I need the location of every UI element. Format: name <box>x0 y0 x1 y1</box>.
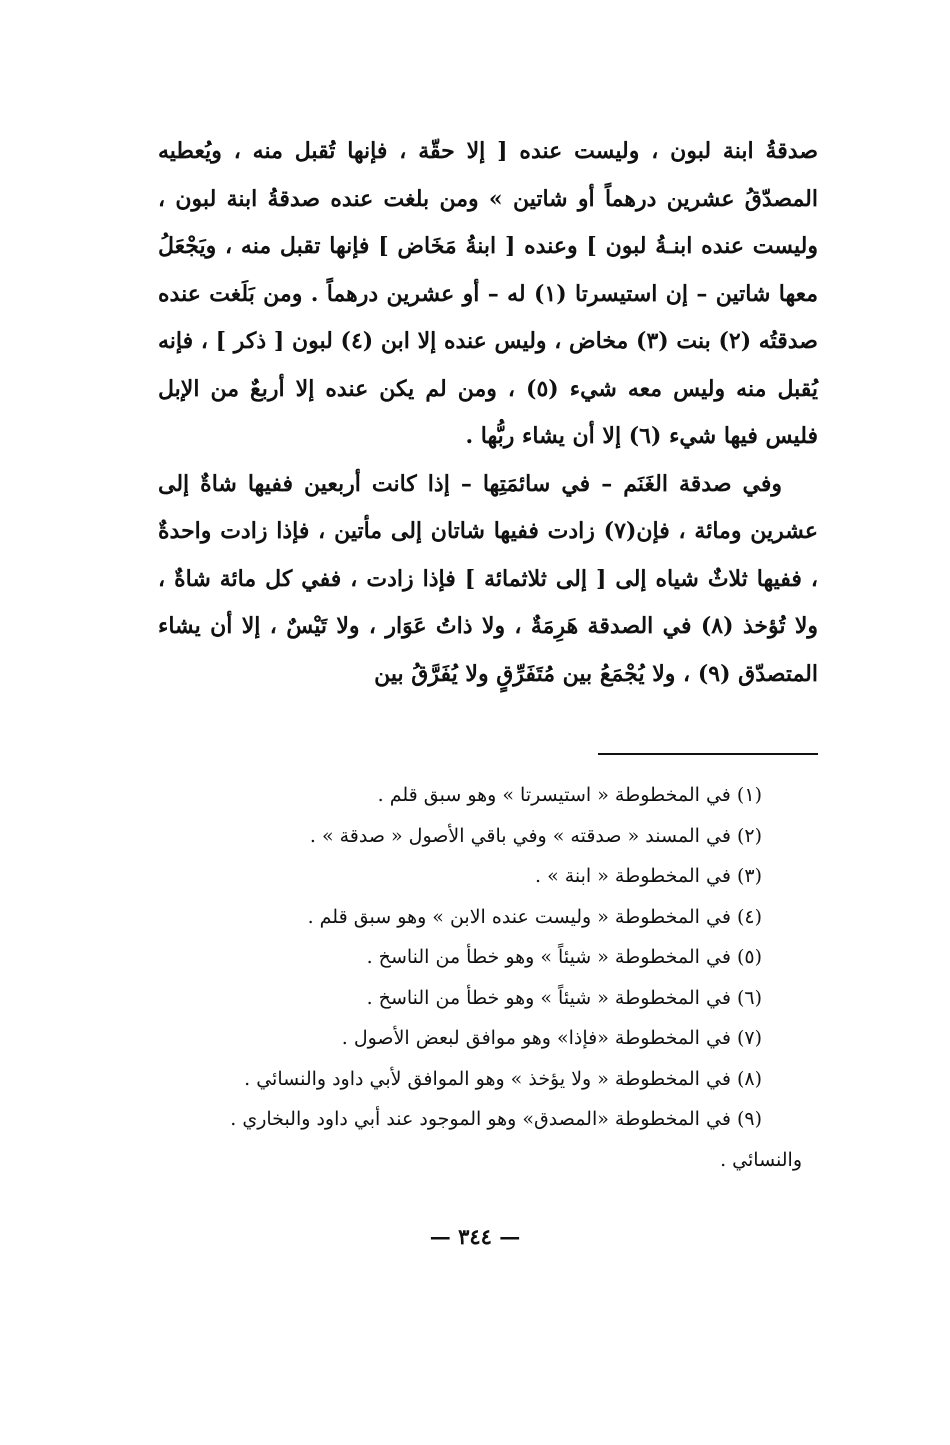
paragraph-zakat-sheep: وفي صدقة الغَنَم – في سائمَتِها – إذا كانت أربعين ففيها شاةٌ إلى عشرين ومائة ، فإن(٧) زادت ففيها شاتان إلى مأتين ، فإذا زادت واحدةٌ ، ففيها ثلاثٌ شياه إلى [ إلى ثلاثمائة ] فإذا زادت ، ففي كل مائة شاةٌ ، ولا تُؤخذ (٨) في الصدقة هَرِمَةٌ ، ولا ذاتُ عَوَار ، ولا تَيْسٌ ، إلا أن يشاء المتصدّق (٩) ، ولا يُجْمَعُ بين مُتَفَرِّقٍ ولا يُفَرَّقُ بين <box>158 470 819 687</box>
footnote-4: (٤) في المخطوطة « وليست عنده الابن » وهو سبق قلم . <box>307 905 762 928</box>
footnote-3: (٣) في المخطوطة « ابنة » . <box>534 865 762 887</box>
footnote-6: (٦) في المخطوطة « شيئاً » وهو خطأ من الناسخ . <box>366 986 762 1009</box>
footnote-2: (٢) في المسند « صدقته » وفي باقي الأصول « صدقة » . <box>309 824 762 847</box>
footnote-1: (١) في المخطوطة « استيسرتا » وهو سبق قلم . <box>377 784 762 806</box>
footnote-5: (٥) في المخطوطة « شيئاً » وهو خطأ من الناسخ . <box>366 946 762 968</box>
footnote-7: (٧) في المخطوطة «فإذا» وهو موافق لبعض الأصول . <box>341 1027 762 1049</box>
footnote-8: (٨) في المخطوطة « ولا يؤخذ » وهو الموافق لأبي داود والنسائي . <box>244 1067 762 1090</box>
footnote-9-continuation: والنسائي . <box>720 1148 802 1171</box>
footnotes <box>150 775 802 1180</box>
footnote-9: (٩) في المخطوطة «المصدق» وهو الموجود عند أبي داود والبخاري . <box>230 1108 762 1130</box>
paragraph-zakat-camels: صدقةُ ابنة لبون ، وليست عنده [ إلا حقّة ، فإنها تُقبل منه ، ويُعطيه المصدّقُ عشرين درهماً أو شاتين » ومن بلغت عنده صدقةُ ابنة لبون ، وليست عنده ابنـةُ لبون ] وعنده [ ابنةُ مَخَاض ] فإنها تقبل منه ، ويَجْعَلُ معها شاتين – إن استيسرتا (١) له – أو عشرين درهماً . ومن بَلَغت عنده صدقتُه (٢) بنت (٣) مخاض ، وليس عنده إلا ابن (٤) لبون [ ذكر ] ، فإنه يُقبل منه وليس معه شيء (٥) ، ومن لم يكن عنده إلا أربعٌ من الإبل فليس فيها شيء (٦) إلا أن يشاء ربُّها . <box>158 138 819 449</box>
page-number: — ٣٤٤ — <box>429 1224 521 1249</box>
main-text <box>158 128 818 698</box>
footnote-separator <box>598 753 818 755</box>
